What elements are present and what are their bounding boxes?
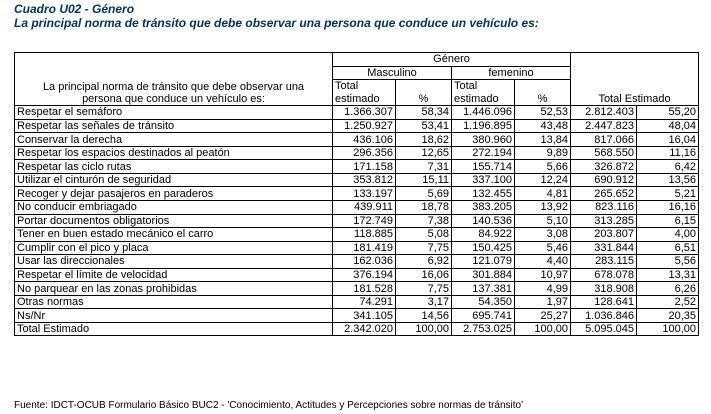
total-estimado: 313.285 (571, 214, 637, 228)
masculino-pct: 5,08 (396, 228, 452, 242)
row-label: Utilizar el cinturón de seguridad (15, 173, 333, 187)
f-total-label: Total (452, 80, 515, 93)
table-row (15, 133, 699, 147)
masculino-total: 296.356 (333, 146, 396, 160)
femenino-pct: 10,97 (515, 268, 571, 282)
femenino-pct: 100,00 (515, 322, 571, 336)
femenino-total: 380.960 (452, 133, 515, 147)
row-label: No conducir embriagado (15, 201, 333, 215)
row-label: Tener en buen estado mecánico el carro (15, 228, 333, 242)
row-label: Recoger y dejar pasajeros en paraderos (15, 187, 333, 201)
table-row (15, 268, 699, 282)
masculino-total: 172.749 (333, 214, 396, 228)
femenino-total: 132.455 (452, 187, 515, 201)
femenino-total: 337.100 (452, 173, 515, 187)
masculino-pct: 12,65 (396, 146, 452, 160)
femenino-pct: 52,53 (515, 106, 571, 120)
femenino-pct: 25,27 (515, 309, 571, 323)
row-label: Respetar las ciclo rutas (15, 160, 333, 174)
results-table (14, 52, 699, 336)
table-row (15, 119, 699, 133)
masculino-total: 353.812 (333, 173, 396, 187)
total-pct: 16,04 (637, 133, 699, 147)
table-question: La principal norma de tránsito que debe observar una persona que conduce un vehículo es: (14, 16, 539, 30)
total-estimado: 2.812.403 (571, 106, 637, 120)
total-pct: 55,20 (637, 106, 699, 120)
total-pct: 11,16 (637, 146, 699, 160)
femenino-pct: 3,08 (515, 228, 571, 242)
m-pct-header: % (396, 80, 452, 106)
masculino-pct: 5,69 (396, 187, 452, 201)
femenino-total: 1.446.096 (452, 106, 515, 120)
masculino-total: 171.158 (333, 160, 396, 174)
masculino-total: 1.366.307 (333, 106, 396, 120)
stub-header-line2: persona que conduce un vehículo es: (82, 93, 265, 106)
masculino-pct: 7,38 (396, 214, 452, 228)
total-pct: 13,31 (637, 268, 699, 282)
total-pct: 5,21 (637, 187, 699, 201)
total-estimado: 2.447.823 (571, 119, 637, 133)
table-row (15, 214, 699, 228)
femenino-pct: 5,10 (515, 214, 571, 228)
masculino-total: 181.528 (333, 282, 396, 296)
total-pct: 6,26 (637, 282, 699, 296)
total-estimado: 817.066 (571, 133, 637, 147)
total-pct: 6,42 (637, 160, 699, 174)
masculino-total: 74.291 (333, 295, 396, 309)
total-estimado: 568.550 (571, 146, 637, 160)
masculino-total: 439.911 (333, 201, 396, 215)
femenino-total: 137.381 (452, 282, 515, 296)
masculino-total: 1.250.927 (333, 119, 396, 133)
row-label: Otras normas (15, 295, 333, 309)
femenino-pct: 13,84 (515, 133, 571, 147)
table-caption: Cuadro U02 - Género (14, 2, 135, 16)
femenino-pct: 1,97 (515, 295, 571, 309)
femenino-pct: 13,92 (515, 201, 571, 215)
femenino-pct: 5,46 (515, 241, 571, 255)
sub-header-masculino: Masculino (333, 66, 452, 80)
total-estimado: 1.036.846 (571, 309, 637, 323)
row-label: Respetar el límite de velocidad (15, 268, 333, 282)
masculino-pct: 53,41 (396, 119, 452, 133)
femenino-total: 155.714 (452, 160, 515, 174)
table-row (15, 187, 699, 201)
masculino-pct: 18,78 (396, 201, 452, 215)
masculino-total: 2.342.020 (333, 322, 396, 336)
total-estimado: 265.652 (571, 187, 637, 201)
table-row (15, 173, 699, 187)
masculino-total: 162.036 (333, 255, 396, 269)
total-pct: 2,52 (637, 295, 699, 309)
table-row (15, 322, 699, 336)
table-body (15, 106, 699, 336)
femenino-total: 54.350 (452, 295, 515, 309)
masculino-total: 376.194 (333, 268, 396, 282)
total-estimado-header: Total Estimado (571, 53, 699, 106)
row-label: Respetar las señales de tránsito (15, 119, 333, 133)
row-label: Respetar los espacios destinados al peatón (15, 146, 333, 160)
masculino-total: 118.885 (333, 228, 396, 242)
total-pct: 13,56 (637, 173, 699, 187)
total-estimado: 318.908 (571, 282, 637, 296)
total-pct: 4,00 (637, 228, 699, 242)
masculino-pct: 7,75 (396, 241, 452, 255)
femenino-total: 140.536 (452, 214, 515, 228)
total-pct: 6,51 (637, 241, 699, 255)
row-label: Portar documentos obligatorios (15, 214, 333, 228)
masculino-pct: 15,11 (396, 173, 452, 187)
masculino-pct: 6,92 (396, 255, 452, 269)
masculino-pct: 18,62 (396, 133, 452, 147)
stub-header-line1: La principal norma de tránsito que debe observar una (42, 81, 305, 94)
femenino-pct: 4,99 (515, 282, 571, 296)
masculino-pct: 7,31 (396, 160, 452, 174)
table-row (15, 201, 699, 215)
table-row (15, 295, 699, 309)
f-estimado-label: estimado (452, 93, 515, 106)
table-row (15, 228, 699, 242)
masculino-pct: 14,56 (396, 309, 452, 323)
femenino-total: 2.753.025 (452, 322, 515, 336)
total-pct: 100,00 (637, 322, 699, 336)
table-row (15, 282, 699, 296)
table-row (15, 146, 699, 160)
femenino-total: 695.741 (452, 309, 515, 323)
total-estimado: 678.078 (571, 268, 637, 282)
femenino-pct: 9,89 (515, 146, 571, 160)
table-row (15, 106, 699, 120)
masculino-pct: 3,17 (396, 295, 452, 309)
femenino-total: 150.425 (452, 241, 515, 255)
femenino-total: 121.079 (452, 255, 515, 269)
masculino-total: 341.105 (333, 309, 396, 323)
row-label: Respetar el semáforo (15, 106, 333, 120)
stub-header (15, 53, 333, 106)
m-estimado-label: estimado (333, 93, 396, 106)
total-estimado: 283.115 (571, 255, 637, 269)
total-estimado: 203.807 (571, 228, 637, 242)
total-estimado: 5.095.045 (571, 322, 637, 336)
m-total-label: Total (333, 80, 396, 93)
total-pct: 5,56 (637, 255, 699, 269)
row-label: Conservar la derecha (15, 133, 333, 147)
table-row (15, 241, 699, 255)
femenino-pct: 5,66 (515, 160, 571, 174)
femenino-total: 272.194 (452, 146, 515, 160)
row-label: Total Estimado (15, 322, 333, 336)
row-label: Cumplir con el pico y placa (15, 241, 333, 255)
group-header-genero: Género (333, 53, 571, 67)
masculino-pct: 16,06 (396, 268, 452, 282)
total-pct: 6,15 (637, 214, 699, 228)
masculino-pct: 100,00 (396, 322, 452, 336)
total-estimado: 128.641 (571, 295, 637, 309)
source-note: Fuente: IDCT-OCUB Formulario Básico BUC2 - 'Conocimiento, Actitudes y Percepciones sobre normas de tránsito' (14, 400, 524, 411)
femenino-total: 383.205 (452, 201, 515, 215)
table-row (15, 255, 699, 269)
femenino-total: 301.884 (452, 268, 515, 282)
femenino-total: 84.922 (452, 228, 515, 242)
total-pct: 20,35 (637, 309, 699, 323)
row-label: No parquear en las zonas prohibidas (15, 282, 333, 296)
total-estimado: 331.844 (571, 241, 637, 255)
table-row (15, 309, 699, 323)
total-estimado: 690.912 (571, 173, 637, 187)
row-label: Ns/Nr (15, 309, 333, 323)
masculino-total: 436.106 (333, 133, 396, 147)
total-pct: 48,04 (637, 119, 699, 133)
masculino-pct: 58,34 (396, 106, 452, 120)
masculino-pct: 7,75 (396, 282, 452, 296)
total-pct: 16,16 (637, 201, 699, 215)
row-label: Usar las direccionales (15, 255, 333, 269)
femenino-pct: 43,48 (515, 119, 571, 133)
total-estimado: 326.872 (571, 160, 637, 174)
femenino-pct: 4,81 (515, 187, 571, 201)
f-pct-header: % (515, 80, 571, 106)
femenino-total: 1.196.895 (452, 119, 515, 133)
masculino-total: 133.197 (333, 187, 396, 201)
table-row (15, 160, 699, 174)
masculino-total: 181.419 (333, 241, 396, 255)
femenino-pct: 12,24 (515, 173, 571, 187)
total-estimado: 823.116 (571, 201, 637, 215)
femenino-pct: 4,40 (515, 255, 571, 269)
sub-header-femenino: femenino (452, 66, 571, 80)
